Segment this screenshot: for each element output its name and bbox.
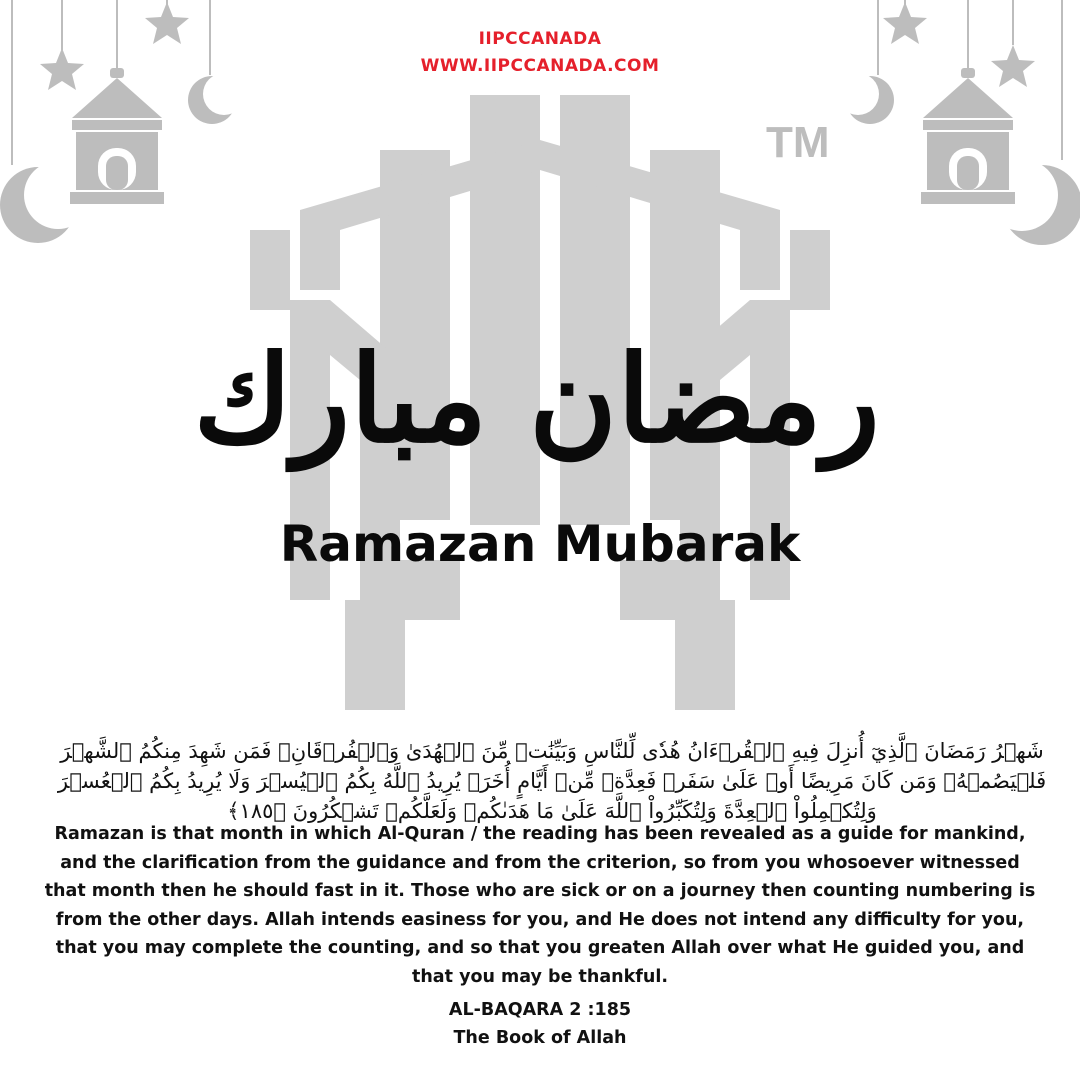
lantern-icon: [921, 68, 1015, 204]
greeting-title: Ramazan Mubarak: [279, 515, 801, 573]
brand-header: [0, 26, 1080, 80]
verse-source: The Book of Allah: [453, 1028, 627, 1048]
verse-reference: AL-BAQARA 2 :185: [448, 1000, 632, 1020]
quran-verse-arabic: شَهۡرُ رَمَضَانَ ٱلَّذِيٓ أُنزِلَ فِيهِ ٱلۡقُرۡءَانُ هُدٗى لِّلنَّاسِ وَبَيِّنَٰتٖ مِّنَ ٱلۡهُدَىٰ وَٱلۡفُرۡقَانِۚ فَمَن شَهِدَ مِنكُمُ ٱلشَّهۡرَ فَلۡيَصُمۡهُۖ وَمَن كَانَ مَرِيضًا أَوۡ عَلَىٰ سَفَرٖ فَعِدَّةٞ مِّنۡ أَيَّامٍ أُخَرَۗ يُرِيدُ ٱللَّهُ بِكُمُ ٱلۡيُسۡرَ وَلَا يُرِيدُ بِكُمُ ٱلۡعُسۡرَ وَلِتُكۡمِلُواْ ٱلۡعِدَّةَ وَلِتُكَبِّرُواْ ٱللَّهَ عَلَىٰ مَا هَدَىٰكُمۡ وَلَعَلَّكُمۡ تَشۡكُرُونَ ﴿١٨٥﴾: [57, 739, 1047, 823]
verse-translation: Ramazan is that month in which Al-Quran / the reading has been revealed as a guide for mankind, and the clarification from the guidance and from the criterion, so from you whosoever witnessed that month then he should fast in it. Those who are sick or on a journey then counting numbering is from the other days. Allah intends easiness for you, and He does not intend any difficulty for you, that you may complete the counting, and so that you greaten Allah over what He guided you, and that you may be thankful.: [44, 824, 1036, 987]
brand-name: IIPCCANADA: [478, 29, 602, 49]
brand-website: WWW.IIPCCANADA.COM: [420, 56, 660, 76]
trademark-symbol: TM: [766, 118, 830, 167]
arabic-greeting-calligraphy: رمضان مبارك: [193, 329, 880, 470]
lantern-icon: [70, 68, 164, 204]
crescent-moon-icon: [188, 73, 245, 124]
crescent-moon-icon: [837, 73, 894, 124]
